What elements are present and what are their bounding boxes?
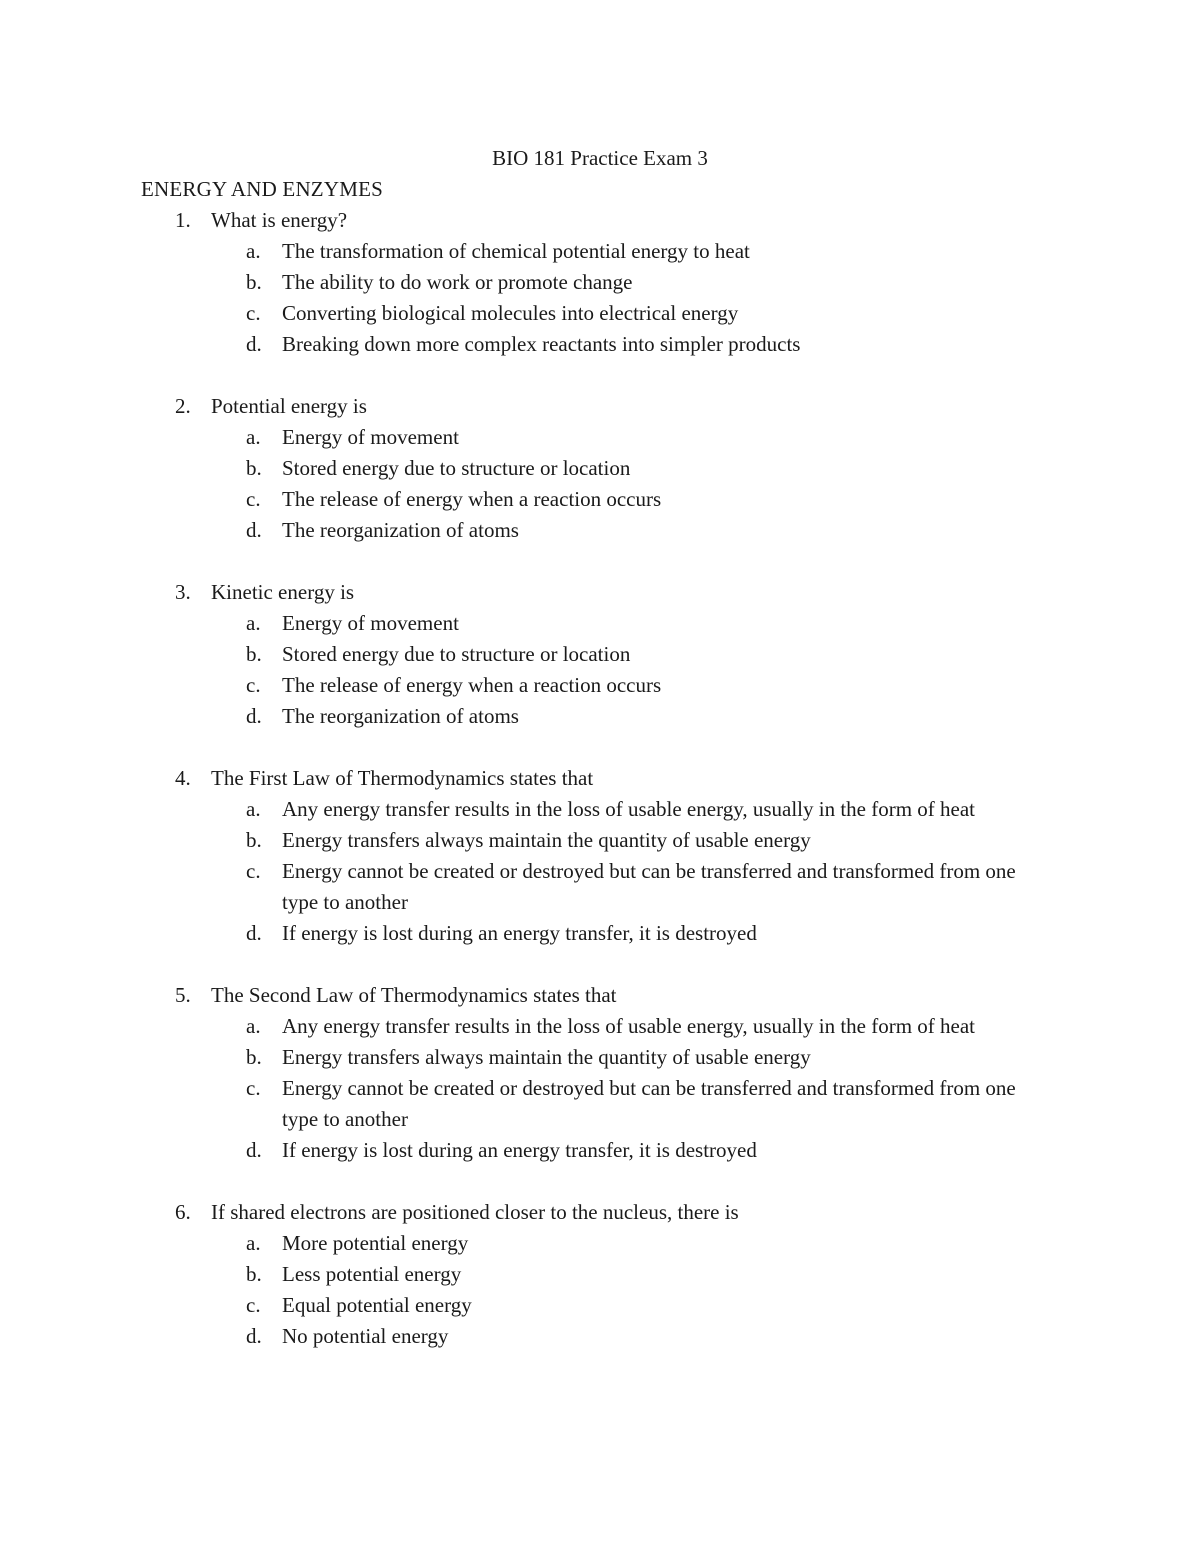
option-letter: b. xyxy=(246,456,262,480)
document-title: BIO 181 Practice Exam 3 xyxy=(492,146,708,170)
answer-option-b xyxy=(0,639,1200,670)
option-text: The reorganization of atoms xyxy=(282,518,519,542)
question-text: The First Law of Thermodynamics states that xyxy=(211,766,594,790)
option-letter: b. xyxy=(246,642,262,666)
option-text: Energy cannot be created or destroyed but can be transferred and transformed from one type to another xyxy=(282,1076,1016,1131)
answer-option-d xyxy=(0,515,1200,546)
answer-option-a xyxy=(0,1228,1200,1259)
answer-option-b xyxy=(0,825,1200,856)
option-text: If energy is lost during an energy transfer, it is destroyed xyxy=(282,921,757,945)
option-list xyxy=(0,1228,1200,1352)
answer-option-a xyxy=(0,794,1200,825)
option-text: Energy of movement xyxy=(282,611,459,635)
option-text: Energy of movement xyxy=(282,425,459,449)
answer-option-a xyxy=(0,608,1200,639)
option-text: Energy transfers always maintain the quantity of usable energy xyxy=(282,828,811,852)
option-letter: a. xyxy=(246,1231,261,1255)
answer-option-b xyxy=(0,1259,1200,1290)
question-4 xyxy=(0,763,1200,949)
answer-option-a xyxy=(0,1011,1200,1042)
option-text: Converting biological molecules into electrical energy xyxy=(282,301,739,325)
option-letter: b. xyxy=(246,828,262,852)
option-list xyxy=(0,794,1200,949)
option-letter: c. xyxy=(246,487,261,511)
answer-option-a xyxy=(0,236,1200,267)
answer-option-b xyxy=(0,1042,1200,1073)
answer-option-d xyxy=(0,918,1200,949)
section-heading: ENERGY AND ENZYMES xyxy=(141,177,383,201)
option-letter: d. xyxy=(246,704,262,728)
question-5 xyxy=(0,980,1200,1166)
question-text: What is energy? xyxy=(211,208,348,232)
answer-option-d xyxy=(0,701,1200,732)
question-1 xyxy=(0,205,1200,360)
answer-option-d xyxy=(0,329,1200,360)
answer-option-c xyxy=(0,1290,1200,1321)
answer-option-b xyxy=(0,453,1200,484)
option-letter: d. xyxy=(246,921,262,945)
answer-option-c xyxy=(0,298,1200,329)
option-letter: a. xyxy=(246,1014,261,1038)
question-number: 6. xyxy=(175,1200,191,1224)
option-text: More potential energy xyxy=(282,1231,469,1255)
option-text: The release of energy when a reaction occurs xyxy=(282,487,662,511)
option-text: Equal potential energy xyxy=(282,1293,472,1317)
option-letter: c. xyxy=(246,859,261,883)
option-letter: d. xyxy=(246,518,262,542)
option-letter: c. xyxy=(246,1076,261,1100)
option-letter: d. xyxy=(246,1138,262,1162)
answer-option-b xyxy=(0,267,1200,298)
question-number: 4. xyxy=(175,766,191,790)
option-text: Any energy transfer results in the loss of usable energy, usually in the form of heat xyxy=(282,797,976,821)
option-list xyxy=(0,1011,1200,1166)
option-text: Stored energy due to structure or location xyxy=(282,642,631,666)
option-letter: c. xyxy=(246,301,261,325)
question-number: 3. xyxy=(175,580,191,604)
option-text: Less potential energy xyxy=(282,1262,462,1286)
question-number: 1. xyxy=(175,208,191,232)
option-text: No potential energy xyxy=(282,1324,449,1348)
question-text: The Second Law of Thermodynamics states that xyxy=(211,983,617,1007)
answer-option-c xyxy=(0,484,1200,515)
option-letter: a. xyxy=(246,611,261,635)
option-text: If energy is lost during an energy transfer, it is destroyed xyxy=(282,1138,757,1162)
answer-option-d xyxy=(0,1135,1200,1166)
answer-option-a xyxy=(0,422,1200,453)
option-text: Energy cannot be created or destroyed but can be transferred and transformed from one type to another xyxy=(282,859,1016,914)
question-3 xyxy=(0,577,1200,732)
question-text: Potential energy is xyxy=(211,394,367,418)
answer-option-c xyxy=(0,856,1200,918)
option-text: The release of energy when a reaction occurs xyxy=(282,673,662,697)
question-text: Kinetic energy is xyxy=(211,580,355,604)
option-list xyxy=(0,422,1200,546)
question-2 xyxy=(0,391,1200,546)
question-number: 2. xyxy=(175,394,191,418)
option-letter: b. xyxy=(246,270,262,294)
option-text: Stored energy due to structure or location xyxy=(282,456,631,480)
option-list xyxy=(0,236,1200,360)
option-text: The ability to do work or promote change xyxy=(282,270,633,294)
option-text: Energy transfers always maintain the quantity of usable energy xyxy=(282,1045,811,1069)
option-letter: c. xyxy=(246,1293,261,1317)
option-text: Breaking down more complex reactants into simpler products xyxy=(282,332,801,356)
answer-option-c xyxy=(0,1073,1200,1135)
question-number: 5. xyxy=(175,983,191,1007)
option-text: The reorganization of atoms xyxy=(282,704,519,728)
option-letter: d. xyxy=(246,1324,262,1348)
option-letter: a. xyxy=(246,425,261,449)
option-letter: b. xyxy=(246,1262,262,1286)
option-letter: a. xyxy=(246,239,261,263)
option-text: Any energy transfer results in the loss of usable energy, usually in the form of heat xyxy=(282,1014,976,1038)
option-letter: d. xyxy=(246,332,262,356)
option-text: The transformation of chemical potential energy to heat xyxy=(282,239,750,263)
option-letter: c. xyxy=(246,673,261,697)
answer-option-c xyxy=(0,670,1200,701)
question-6 xyxy=(0,1197,1200,1352)
option-letter: b. xyxy=(246,1045,262,1069)
answer-option-d xyxy=(0,1321,1200,1352)
option-letter: a. xyxy=(246,797,261,821)
question-text: If shared electrons are positioned closer to the nucleus, there is xyxy=(211,1200,739,1224)
option-list xyxy=(0,608,1200,732)
question-list xyxy=(0,205,1200,1383)
